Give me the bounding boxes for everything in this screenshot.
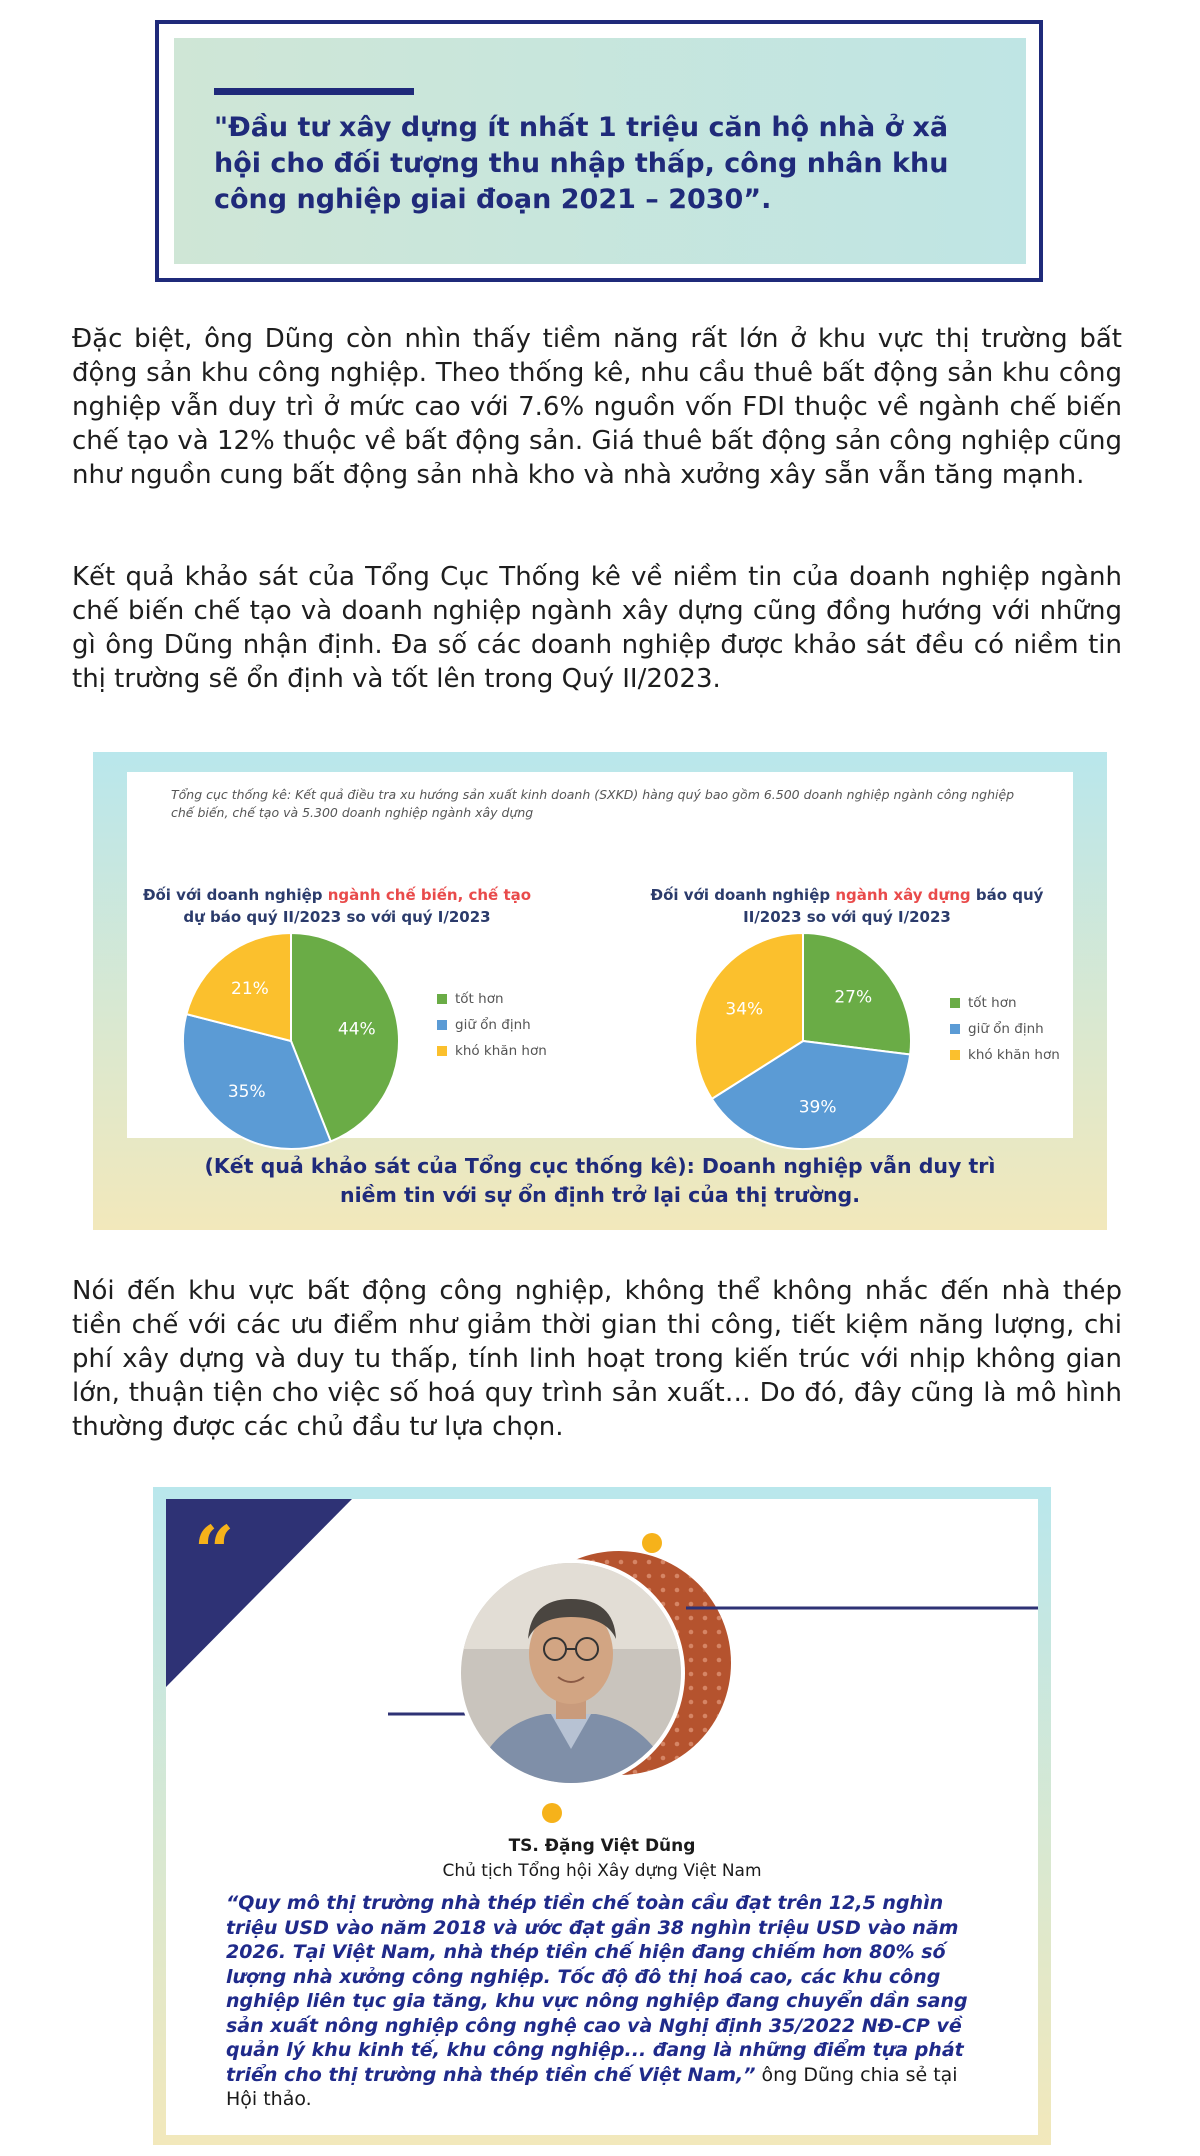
pie2-title [637,884,1057,928]
pie2-label-0: 27% [834,987,873,1008]
chart-source-caption: Tổng cục thống kê: Kết quả điều tra xu hướng sản xuất kinh doanh (SXKD) hàng quý bao gồm 6.500 doanh nghiệp ngành công nghiệp chế biến, chế tạo và 5.300 doanh nghiệp ngành xây dựng [171,787,1015,820]
legend-swatch [437,1020,447,1030]
pie1-title-part1: Đối với doanh nghiệp [142,886,328,904]
paragraph-steel-buildings: Nói đến khu vực bất động công nghiệp, không thể không nhắc đến nhà thép tiền chế với các ưu điểm như giảm thời gian thi công, tiết kiệm năng lượng, chi phí xây dựng và duy tu thấp, tính linh hoạt trong kiến trúc với nhịp không gian lớn, thuận tiện cho việc số hoá quy trình sản xuất… Do đó, đây cũng là mô hình thường được các chủ đầu tư lựa chọn. [72,1276,1122,1442]
chart-footer-caption: (Kết quả khảo sát của Tổng cục thống kê): Doanh nghiệp vẫn duy trì niềm tin với sự ổn định trở lại của thị trường. [204,1154,996,1207]
pie2-legend-item-1 [950,1016,1060,1042]
pie1-legend-item-0 [437,986,547,1012]
pie2-title-part1: Đối với doanh nghiệp [650,886,836,904]
legend-label: giữ ổn định [455,1017,531,1033]
paragraph-industrial-real-estate: Đặc biệt, ông Dũng còn nhìn thấy tiềm năng rất lớn ở khu vực thị trường bất động sản khu công nghiệp. Theo thống kê, nhu cầu thuê bất động sản khu công nghiệp vẫn duy trì ở mức cao với 7.6% nguồn vốn FDI thuộc về ngành chế biến chế tạo và 12% thuộc về bất động sản. Giá thuê bất động sản công nghiệp cũng như nguồn cung bất động sản nhà kho và nhà xưởng xây sẵn vẫn tăng mạnh. [72,324,1122,490]
person-quote-tail: ông Dũng chia sẻ tại Hội thảo. [226,2063,958,2110]
pie2-legend-item-0 [950,990,1060,1016]
pie1-label-0: 44% [337,1019,376,1040]
top-quote-accent-bar [214,88,414,95]
pie2-title-part3: báo quý [970,886,1044,904]
legend-swatch [437,1046,447,1056]
person-quote-text: “Quy mô thị trường nhà thép tiền chế toàn cầu đạt trên 12,5 nghìn triệu USD vào năm 2018 và ước đạt gần 38 nghìn triệu USD vào năm 2026. Tại Việt Nam, nhà thép tiền chế hiện đang chiếm hơn 80% số lượng nhà xưởng công nghiệp. Tốc độ đô thị hoá cao, các khu công nghiệp liên tục gia tăng, khu vực nông nghiệp đang chuyển dần sang sản xuất nông nghiệp công nghệ cao và Nghị định 35/2022 NĐ-CP về quản lý khu kinh tế, khu công nghiệp... đang là những điểm tựa phát triển cho thị trường nhà thép tiền chế Việt Nam,” [226,1892,968,2086]
pie1-title [137,884,537,928]
person-quote-card [166,1499,1038,2135]
pie2-title-highlight: ngành xây dựng [835,886,971,904]
legend-label: khó khăn hơn [455,1043,547,1059]
top-quote-box [174,38,1026,264]
paragraph-survey: Kết quả khảo sát của Tổng Cục Thống kê về niềm tin của doanh nghiệp ngành chế biến chế tạo và doanh nghiệp ngành xây dựng cũng đồng hướng với những gì ông Dũng nhận định. Đa số các doanh nghiệp được khảo sát đều có niềm tin thị trường sẽ ổn định và tốt lên trong Quý II/2023. [72,562,1122,694]
pie-chart-construction [693,931,913,1151]
person-name: TS. Đặng Việt Dũng [508,1836,696,1856]
quote-mark-icon: “ [194,1510,235,1593]
legend-swatch [437,994,447,1004]
person-role: Chủ tịch Tổng hội Xây dựng Việt Nam [442,1861,762,1881]
pie1-label-1: 35% [227,1082,266,1103]
orange-dot-bottom [542,1803,562,1823]
legend-label: tốt hơn [968,995,1017,1011]
chart-card [127,772,1073,1138]
pie1-label-2: 21% [231,979,269,1000]
pie1-legend-item-2 [437,1038,547,1064]
chart-panel [93,752,1107,1230]
legend-swatch [950,1050,960,1060]
person-quote-panel [153,1487,1051,2145]
pie2-label-2: 34% [725,999,764,1020]
legend-swatch [950,998,960,1008]
person-quote [226,1891,986,2112]
legend-swatch [950,1024,960,1034]
pie1-legend [437,986,547,1064]
pie2-title-part4: II/2023 so với quý I/2023 [743,908,951,926]
legend-label: giữ ổn định [968,1021,1044,1037]
pie1-legend-item-1 [437,1012,547,1038]
legend-label: tốt hơn [455,991,504,1007]
top-quote-text: "Đầu tư xây dựng ít nhất 1 triệu căn hộ nhà ở xã hội cho đối tượng thu nhập thấp, công nhân khu công nghiệp giai đoạn 2021 – 2030”. [214,112,949,215]
pie1-title-part2: dự báo quý II/2023 so với quý I/2023 [183,908,491,926]
pie2-legend-item-2 [950,1042,1060,1068]
pie2-legend [950,990,1060,1068]
orange-dot-top [642,1533,662,1553]
pie-chart-processing [181,931,401,1151]
pie1-title-highlight: ngành chế biến, chế tạo [327,886,532,904]
pie2-label-1: 39% [798,1097,837,1118]
legend-label: khó khăn hơn [968,1047,1060,1063]
